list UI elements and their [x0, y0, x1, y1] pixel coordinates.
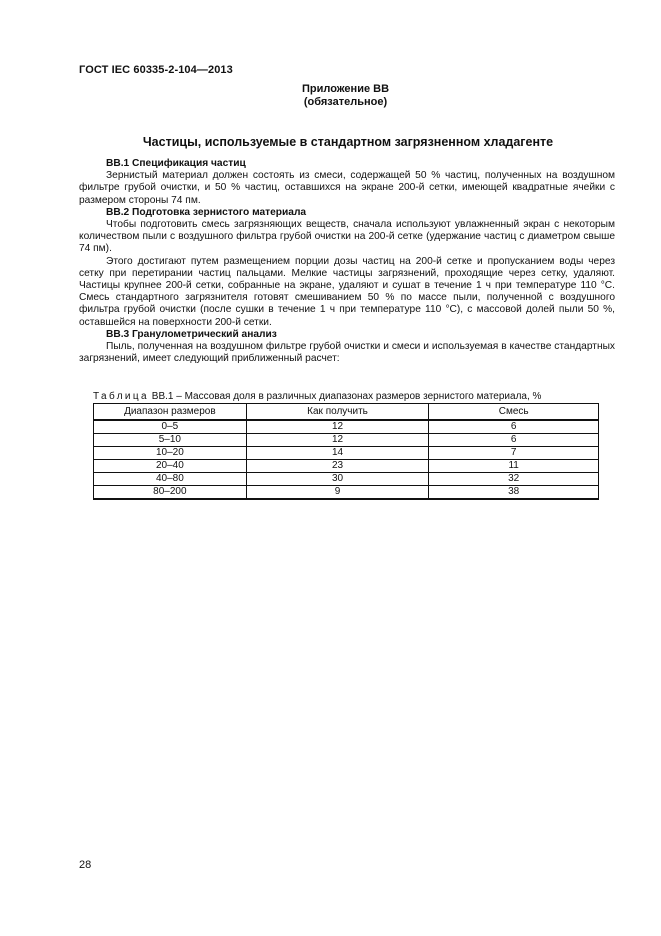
table-cell: 12: [246, 420, 429, 434]
table-row: [94, 434, 599, 447]
table-cell: 0–5: [94, 420, 247, 434]
table-cell: 7: [429, 447, 599, 460]
table-header-row: [94, 404, 599, 421]
table-caption-prefix: Таблица: [93, 391, 150, 402]
table-cell: 20–40: [94, 460, 247, 473]
table-header-cell: Как получить: [246, 404, 429, 421]
section-heading-bb1: ВВ.1 Спецификация частиц: [106, 158, 246, 169]
main-title: Частицы, используемые в стандартном загрязненном хладагенте: [142, 135, 554, 149]
table-header-cell: Диапазон размеров: [94, 404, 247, 421]
body-text: [79, 158, 615, 365]
paragraph: Пыль, полученная на воздушном фильтре грубой очистки и смеси и используемая в качестве стандартных загрязнений, имеет следующий приближенный расчет:: [79, 341, 615, 365]
table-cell: 6: [429, 420, 599, 434]
table-cell: 6: [429, 434, 599, 447]
table-cell: 32: [429, 473, 599, 486]
annex-status: (обязательное): [303, 96, 388, 108]
table-cell: 80–200: [94, 486, 247, 500]
table-cell: 30: [246, 473, 429, 486]
table-cell: 23: [246, 460, 429, 473]
particle-size-table: [93, 403, 599, 500]
table-row: [94, 447, 599, 460]
table-caption-text: – Массовая доля в различных диапазонах размеров зернистого материала, %: [176, 391, 542, 402]
table-cell: 9: [246, 486, 429, 500]
table-row: [94, 473, 599, 486]
table-row: [94, 486, 599, 500]
table-cell: 14: [246, 447, 429, 460]
section-heading-bb3: ВВ.3 Гранулометрический анализ: [106, 328, 277, 340]
table-header-cell: Смесь: [429, 404, 599, 421]
table-cell: 5–10: [94, 434, 247, 447]
table-cell: 11: [429, 460, 599, 473]
table-caption-number: ВВ.1: [151, 391, 174, 402]
annex-title: Приложение ВВ: [301, 83, 390, 95]
page-number: 28: [79, 859, 92, 871]
document-code: ГОСТ IEC 60335-2-104—2013: [79, 64, 233, 76]
table-row: [94, 420, 599, 434]
paragraph: Этого достигают путем размещением порции дозы частиц на 200-й сетке и пропусканием воды через сетку при перетирании частиц пальцами. Мелкие частицы загрязнений, проходящие через сетку, удаляют. Частицы крупнее 200-й сетки, собранные на экране, удаляют и сушат в течение 1 ч при температуре 110 °С. Смесь стандартного загрязнителя готовят смешиванием 50 % по массе пыли, полученной с воздушного фильтра грубой очистки (после сушки в течение 1 ч при температуре 110 °С), с массовой долей пыли 50 %, оставшейся на поверхности 200-й сетки.: [79, 255, 615, 328]
table-cell: 10–20: [94, 447, 247, 460]
paragraph: Зернистый материал должен состоять из смеси, содержащей 50 % частиц, полученных на воздушном фильтре грубой очистки, и 50 % частиц, оставшихся на экране 200-й сетки, имеющей квадратные ячейки с размером стороны 74 пм.: [79, 170, 615, 206]
table-caption: [93, 391, 541, 402]
table-cell: 38: [429, 486, 599, 500]
section-heading-bb2: ВВ.2 Подготовка зернистого материала: [106, 206, 307, 218]
table-cell: 12: [246, 434, 429, 447]
table-row: [94, 460, 599, 473]
table-cell: 40–80: [94, 473, 247, 486]
paragraph: Чтобы подготовить смесь загрязняющих веществ, сначала используют увлажненный экран с некоторым количеством пыли с воздушного фильтра грубой очистки на 200-й сетке (удержание частиц с диаметром свыше 74 пм).: [79, 219, 615, 255]
